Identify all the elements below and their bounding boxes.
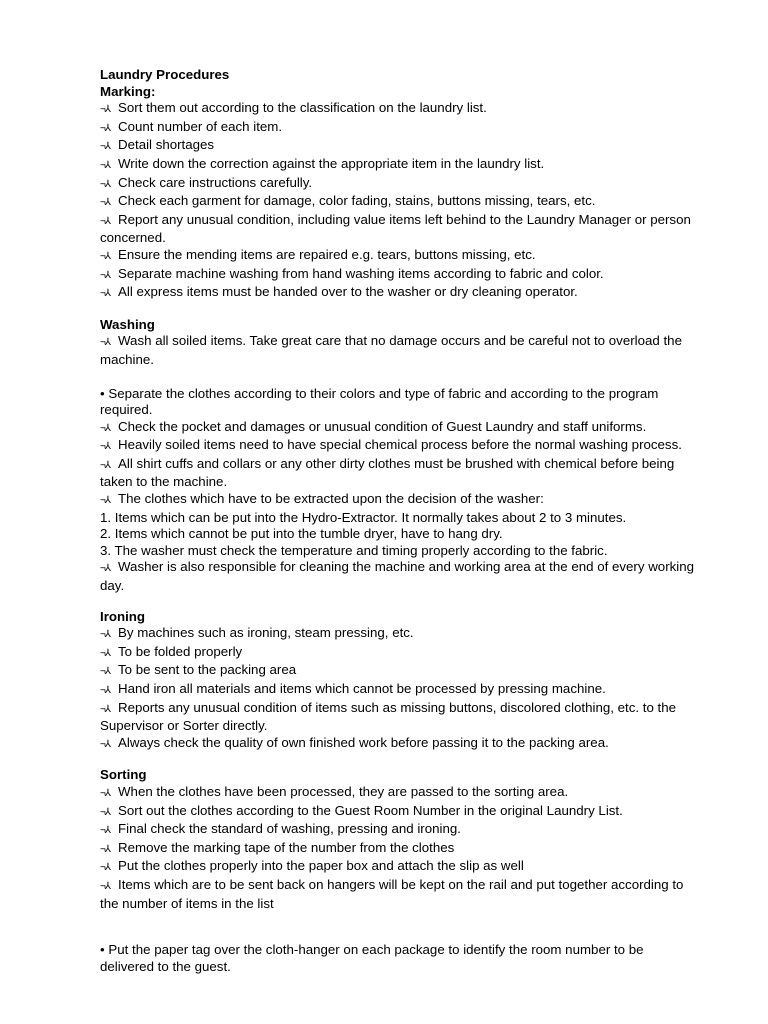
- list-item: ¬⅄ All express items must be handed over to the washer or dry cleaning operator.: [100, 284, 700, 303]
- list-item: ¬⅄ Sort them out according to the classification on the laundry list.: [100, 100, 700, 119]
- bullet-mark: ¬⅄: [100, 685, 110, 696]
- list-item: ¬⅄ Detail shortages: [100, 137, 700, 156]
- spacer: [100, 369, 700, 386]
- list-item: ¬⅄ Sort out the clothes according to the Guest Room Number in the original Laundry List.: [100, 803, 700, 822]
- bullet-mark: ¬⅄: [100, 703, 110, 715]
- list-item: ¬⅄ Put the clothes properly into the paper box and attach the slip as well: [100, 858, 700, 877]
- list-item: ¬⅄ To be sent to the packing area: [100, 662, 700, 681]
- list-item: ¬⅄ Hand iron all materials and items which cannot be processed by pressing machine.: [100, 681, 700, 700]
- bullet-mark: ¬⅄: [100, 459, 110, 471]
- bullet-mark: ¬⅄: [100, 825, 110, 837]
- bullet-mark: ¬⅄: [100, 197, 110, 209]
- bullet-mark: ¬⅄: [100, 843, 110, 855]
- bullet-mark: ¬⅄: [100, 104, 110, 116]
- spacer: [100, 595, 700, 609]
- bullet-mark: ¬⅄: [100, 215, 110, 227]
- bullet-mark: ¬⅄: [100, 159, 110, 171]
- section-heading-sorting: Sorting: [100, 767, 147, 783]
- list-item: ¬⅄ All shirt cuffs and collars or any other dirty clothes must be brushed with chemical before being taken to the machine.: [100, 455, 675, 490]
- bullet-mark: ¬⅄: [100, 141, 110, 153]
- spacer: [100, 753, 700, 767]
- list-item: ¬⅄ Wash all soiled items. Take great care that no damage occurs and be careful not to overload the machine.: [100, 333, 682, 367]
- dot-list-item: • Put the paper tag over the cloth-hanger on each package to identify the room number to be delivered to the guest.: [100, 942, 644, 974]
- list-item: ¬⅄ Items which are to be sent back on hangers will be kept on the rail and put together according to the number of items in the list: [100, 876, 684, 911]
- list-item: ¬⅄ Remove the marking tape of the number from the clothes: [100, 840, 700, 859]
- numbered-item: 2. Items which cannot be put into the tumble dryer, have to hang dry.: [100, 526, 503, 542]
- bullet-dot: •: [100, 385, 105, 401]
- bullet-mark: ¬⅄: [100, 288, 110, 300]
- bullet-mark: ¬⅄: [100, 441, 110, 453]
- list-item: ¬⅄ Check the pocket and damages or unusual condition of Guest Laundry and staff uniforms.: [100, 419, 700, 438]
- bullet-mark: ¬⅄: [100, 629, 110, 641]
- spacer: [100, 912, 700, 942]
- bullet-mark: ¬⅄: [100, 738, 110, 750]
- bullet-dot: •: [100, 942, 105, 958]
- bullet-mark: ¬⅄: [100, 178, 110, 190]
- dot-list-item: • Separate the clothes according to their colors and type of fabric and according to the program required.: [100, 385, 659, 418]
- bullet-mark: ¬⅄: [100, 337, 110, 349]
- bullet-mark: ¬⅄: [100, 666, 110, 678]
- bullet-mark: ¬⅄: [100, 422, 110, 434]
- list-item: ¬⅄ By machines such as ironing, steam pressing, etc.: [100, 625, 700, 644]
- bullet-mark: ¬⅄: [100, 269, 110, 281]
- bullet-mark: ¬⅄: [100, 122, 110, 134]
- list-item: ¬⅄ The clothes which have to be extracted upon the decision of the washer:: [100, 491, 700, 510]
- list-item: ¬⅄ Ensure the mending items are repaired e.g. tears, buttons missing, etc.: [100, 247, 700, 266]
- bullet-mark: ¬⅄: [100, 495, 110, 507]
- spacer: [100, 303, 700, 317]
- document-body: [100, 67, 700, 975]
- bullet-mark: ¬⅄: [100, 806, 110, 818]
- list-item: ¬⅄ Check care instructions carefully.: [100, 175, 700, 194]
- list-item: ¬⅄ Always check the quality of own finished work before passing it to the packing area.: [100, 735, 700, 754]
- document-title: Laundry Procedures: [100, 67, 230, 82]
- bullet-mark: ¬⅄: [100, 880, 110, 892]
- bullet-mark: ¬⅄: [100, 250, 110, 262]
- list-item: ¬⅄ Write down the correction against the appropriate item in the laundry list.: [100, 156, 700, 175]
- list-item: ¬⅄ Final check the standard of washing, pressing and ironing.: [100, 821, 700, 840]
- list-item: ¬⅄ To be folded properly: [100, 644, 700, 663]
- bullet-mark: ¬⅄: [100, 787, 110, 799]
- list-item: ¬⅄ Check each garment for damage, color fading, stains, buttons missing, tears, etc.: [100, 193, 700, 212]
- marking-list: [100, 100, 700, 303]
- list-item: ¬⅄ Heavily soiled items need to have special chemical process before the normal washing process.: [100, 437, 700, 456]
- list-item: ¬⅄ Separate machine washing from hand washing items according to fabric and color.: [100, 266, 700, 285]
- list-item: ¬⅄ When the clothes have been processed, they are passed to the sorting area.: [100, 784, 700, 803]
- list-item: ¬⅄ Report any unusual condition, including value items left behind to the Laundry Manager or person concerned.: [100, 211, 691, 246]
- bullet-mark: ¬⅄: [100, 862, 110, 874]
- list-item: ¬⅄ Washer is also responsible for cleaning the machine and working area at the end of every working day.: [100, 559, 695, 594]
- list-item: ¬⅄ Count number of each item.: [100, 119, 700, 138]
- section-heading-washing: Washing: [100, 316, 155, 332]
- list-item: ¬⅄ Reports any unusual condition of items such as missing buttons, discolored clothing, etc. to the Supervisor or Sorter directly.: [100, 699, 677, 734]
- numbered-item: 3. The washer must check the temperature and timing properly according to the fabric.: [100, 542, 608, 558]
- bullet-mark: ¬⅄: [100, 647, 110, 659]
- section-heading-marking: Marking:: [100, 83, 156, 99]
- section-heading-ironing: Ironing: [100, 608, 146, 624]
- bullet-mark: ¬⅄: [100, 563, 110, 575]
- numbered-item: 1. Items which can be put into the Hydro-Extractor. It normally takes about 2 to 3 minutes.: [100, 509, 627, 525]
